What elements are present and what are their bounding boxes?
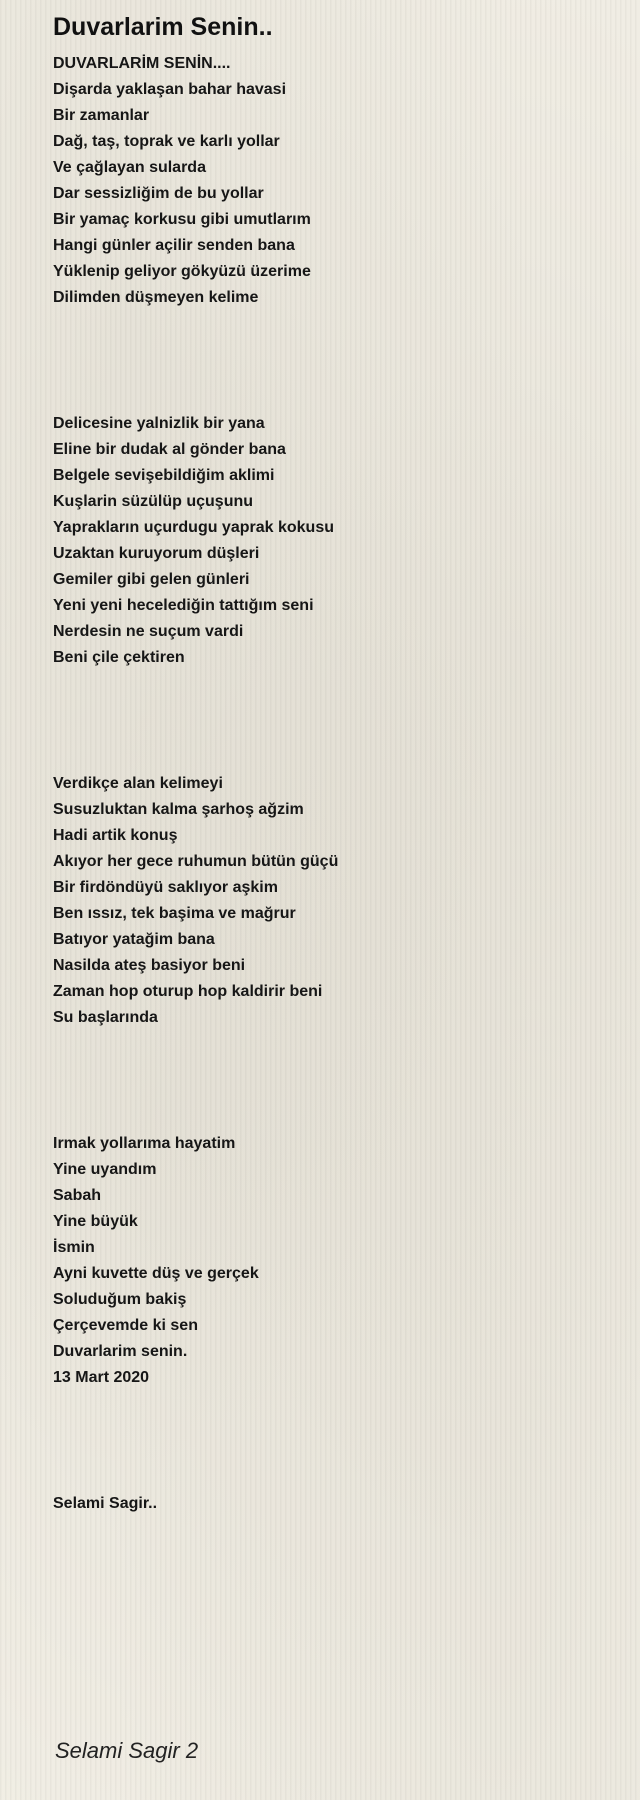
poem-line: Yüklenip geliyor gökyüzü üzerime	[53, 263, 311, 280]
poem-line: Verdikçe alan kelimeyi	[53, 775, 223, 792]
poem-line: Batıyor yatağim bana	[53, 931, 215, 948]
poem-line: Dişarda yaklaşan bahar havasi	[53, 81, 287, 98]
poem-line: Gemiler gibi gelen günleri	[53, 571, 250, 588]
poem-line: Yine uyandım	[53, 1161, 157, 1178]
poem-line: Bir yamaç korkusu gibi umutlarım	[53, 211, 311, 228]
poem-line: Belgele sevişebildiğim aklimi	[53, 467, 275, 484]
poem-line: Duvarlarim senin.	[53, 1343, 188, 1360]
poem-line: Dilimden düşmeyen kelime	[53, 289, 259, 306]
poet-watermark: Selami Sagir 2	[55, 1738, 199, 1763]
poem-date: 13 Mart 2020	[53, 1369, 150, 1386]
poem-line: Zaman hop oturup hop kaldirir beni	[53, 983, 323, 1000]
stanza-1	[53, 51, 613, 311]
poem-line: Bir firdöndüyü saklıyor aşkim	[53, 879, 278, 896]
poem-line: DUVARLARİM SENİN....	[53, 55, 231, 72]
poem-line: Uzaktan kuruyorum düşleri	[53, 545, 260, 562]
poem-line: Dağ, taş, toprak ve karlı yollar	[53, 133, 280, 150]
poem-line: İsmin	[53, 1239, 95, 1256]
poem-line: Nerdesin ne suçum vardi	[53, 623, 244, 640]
poem-line: Irmak yollarıma hayatim	[53, 1135, 236, 1152]
poem-title: Duvarlarim Senin..	[53, 13, 273, 41]
poem-line: Delicesine yalnizlik bir yana	[53, 415, 265, 432]
poet-signature: Selami Sagir..	[53, 1495, 158, 1512]
poem-line: Yaprakların uçurdugu yaprak kokusu	[53, 519, 334, 536]
poem-line: Çerçevemde ki sen	[53, 1317, 198, 1334]
stanza-2	[53, 411, 613, 671]
poem-line: Dar sessizliğim de bu yollar	[53, 185, 264, 202]
poem-line: Sabah	[53, 1187, 102, 1204]
poem-line: Eline bir dudak al gönder bana	[53, 441, 286, 458]
poem-line: Bir zamanlar	[53, 107, 150, 124]
poem-line: Nasilda ateş basiyor beni	[53, 957, 246, 974]
poem-line: Kuşlarin süzülüp uçuşunu	[53, 493, 254, 510]
poem-line: Ben ıssız, tek başima ve mağrur	[53, 905, 296, 922]
poem-line: Beni çile çektiren	[53, 649, 185, 666]
poem-line: Su başlarında	[53, 1009, 158, 1026]
poem-line: Hangi günler açilir senden bana	[53, 237, 295, 254]
poem-line: Ayni kuvette düş ve gerçek	[53, 1265, 259, 1282]
poem-line: Yine büyük	[53, 1213, 138, 1230]
poem-line: Ve çağlayan sularda	[53, 159, 206, 176]
stanza-4	[53, 1131, 613, 1391]
poem-line: Yeni yeni hecelediğin tattığım seni	[53, 597, 314, 614]
poem-line: Hadi artik konuş	[53, 827, 178, 844]
poem-line: Susuzluktan kalma şarhoş ağzim	[53, 801, 304, 818]
stanza-3	[53, 771, 613, 1031]
poem-line: Soluduğum bakiş	[53, 1291, 187, 1308]
poem-line: Akıyor her gece ruhumun bütün güçü	[53, 853, 339, 870]
